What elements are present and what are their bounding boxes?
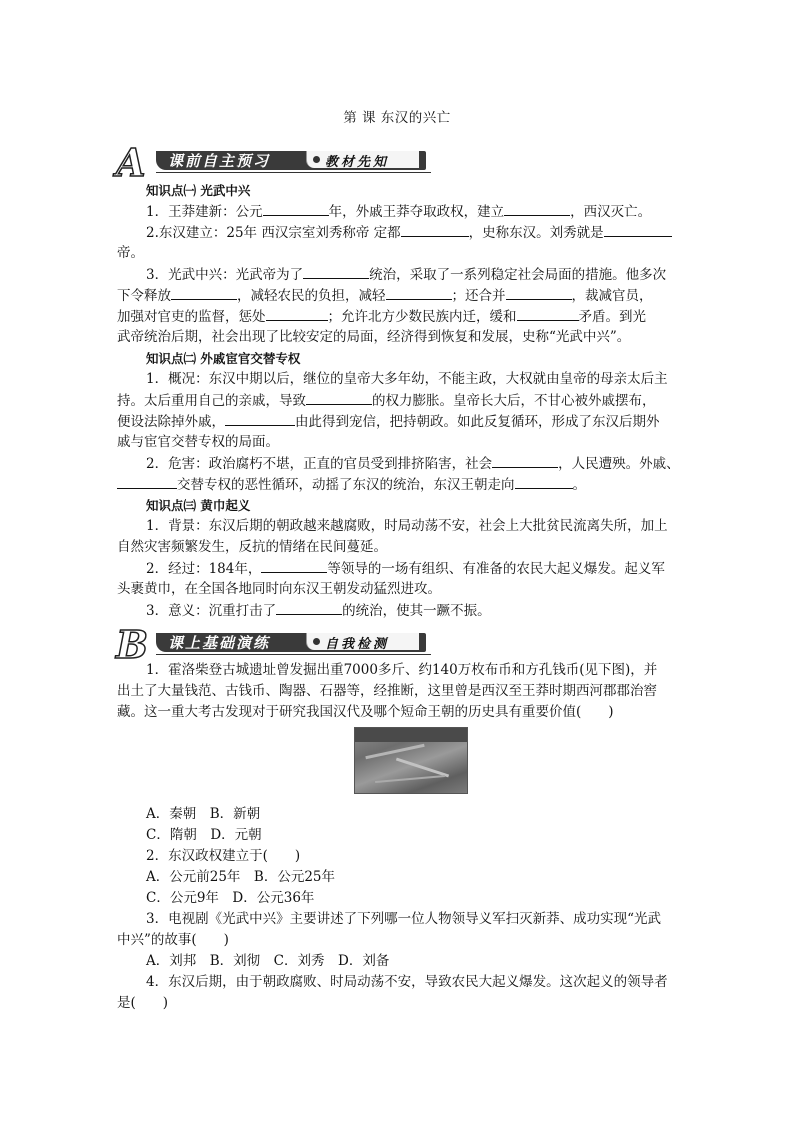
k3-heading: 知识点㈢ 黄巾起义 bbox=[146, 498, 251, 513]
k1-heading: 知识点㈠ 光武中兴 bbox=[146, 183, 251, 198]
q1-options-cd: C．隋朝 D．元朝 bbox=[146, 827, 262, 843]
k1-line2: 2.东汉建立：25年 西汉宗室刘秀称帝 定都 ，史称东汉。刘秀就是 bbox=[146, 222, 680, 244]
q4-line1: 4．东汉后期，由于朝政腐败、时局动荡不安，导致农民大起义爆发。这次起义的领导者 bbox=[146, 974, 668, 990]
section-b-tag: 自我检测 bbox=[325, 637, 390, 652]
section-a-banner bbox=[116, 140, 431, 185]
k3-line4: 头裹黄巾，在全国各地同时向东汉王朝发动猛烈进攻。 bbox=[117, 581, 441, 597]
k1-line4: 3．光武中兴：光武帝为了 统治，采取了一系列稳定社会局面的措施。他多次 bbox=[146, 264, 680, 286]
q2-options-ab: A．公元前25年 B．公元25年 bbox=[146, 869, 336, 885]
section-a-tag: 教材先知 bbox=[325, 155, 390, 170]
q3-line2: 中兴”的故事( ) bbox=[117, 932, 229, 948]
k1-line5: 下令释放 ，减轻农民的负担，减轻 ；还合并 ，裁减官员， bbox=[117, 285, 680, 307]
q1-line3: 藏。这一重大考古发现对于研究我国汉代及哪个短命王朝的历史具有重要价值( ) bbox=[117, 704, 614, 720]
bullet-dot-icon bbox=[313, 156, 320, 163]
k3-line3: 2．经过：184年， 等领导的一场有组织、有准备的农民大起义爆发。起义军 bbox=[146, 558, 680, 580]
k2-line4: 戚与宦官交替专权的局面。 bbox=[117, 434, 279, 450]
q4-line2: 是( ) bbox=[117, 995, 169, 1011]
section-a-title: 课前自主预习 bbox=[168, 152, 271, 170]
k2-line3: 便设法除掉外戚， 由此得到宠信，把持朝政。如此反复循环，形成了东汉后期外 bbox=[117, 411, 680, 433]
k1-line6: 加强对官吏的监督，惩处 ；允许北方少数民族内迁，缓和 矛盾。到光 bbox=[117, 306, 680, 328]
k2-line6: 交替专权的恶性循环，动摇了东汉的统治，东汉王朝走向 。 bbox=[117, 474, 680, 496]
section-b-title: 课上基础演练 bbox=[168, 634, 271, 652]
q3-line1: 3．电视剧《光武中兴》主要讲述了下列哪一位人物领导义军扫灭新莽、成功实现“光武 bbox=[146, 911, 661, 927]
q1-line1: 1．霍洛柴登古城遗址曾发掘出重7000多斤、约140万枚布币和方孔钱币(见下图)，并 bbox=[146, 662, 658, 678]
k2-heading: 知识点㈡ 外戚宦官交替专权 bbox=[146, 351, 301, 366]
section-b-banner bbox=[116, 622, 431, 667]
k3-line1: 1．背景：东汉后期的朝政越来越腐败，时局动荡不安，社会上大批贫民流离失所，加上 bbox=[146, 518, 668, 534]
k2-line1: 1．概况：东汉中期以后，继位的皇帝大多年幼，不能主政，大权就由皇帝的母亲太后主 bbox=[146, 371, 668, 387]
k3-line5: 3．意义：沉重打击了 的统治，使其一蹶不振。 bbox=[146, 600, 680, 622]
k3-line2: 自然灾害频繁发生，反抗的情绪在民间蔓延。 bbox=[117, 539, 387, 555]
coin-excavation-photo bbox=[354, 727, 468, 794]
q3-options: A．刘邦 B．刘彻 C．刘秀 D．刘备 bbox=[146, 953, 390, 969]
k2-line2: 持。太后重用自己的亲戚，导致 的权力膨胀。皇帝长大后，不甘心被外戚摆布， bbox=[117, 390, 680, 412]
q2-line1: 2．东汉政权建立于( ) bbox=[146, 848, 301, 864]
k1-line3: 帝。 bbox=[117, 245, 144, 261]
q2-options-cd: C．公元9年 D．公元36年 bbox=[146, 890, 315, 906]
section-b-letter: B bbox=[116, 622, 149, 667]
page-title: 第 课 东汉的兴亡 bbox=[343, 110, 451, 126]
q1-options-ab: A．秦朝 B．新朝 bbox=[146, 806, 261, 822]
k1-line7: 武帝统治后期，社会出现了比较安定的局面，经济得到恢复和发展，史称“光武中兴”。 bbox=[117, 329, 631, 345]
q1-line2: 出土了大量钱范、古钱币、陶器、石器等，经推断，这里曾是西汉至王莽时期西河郡郡治窖 bbox=[117, 683, 657, 699]
k1-line1: 1．王莽建新：公元 年，外戚王莽夺取政权，建立 ，西汉灭亡。 bbox=[146, 201, 680, 223]
k2-line5: 2．危害：政治腐朽不堪，正直的官员受到排挤陷害，社会 ，人民遭殃。外戚、 bbox=[146, 453, 680, 475]
bullet-dot-icon bbox=[313, 638, 320, 645]
section-a-letter: A bbox=[116, 140, 146, 185]
